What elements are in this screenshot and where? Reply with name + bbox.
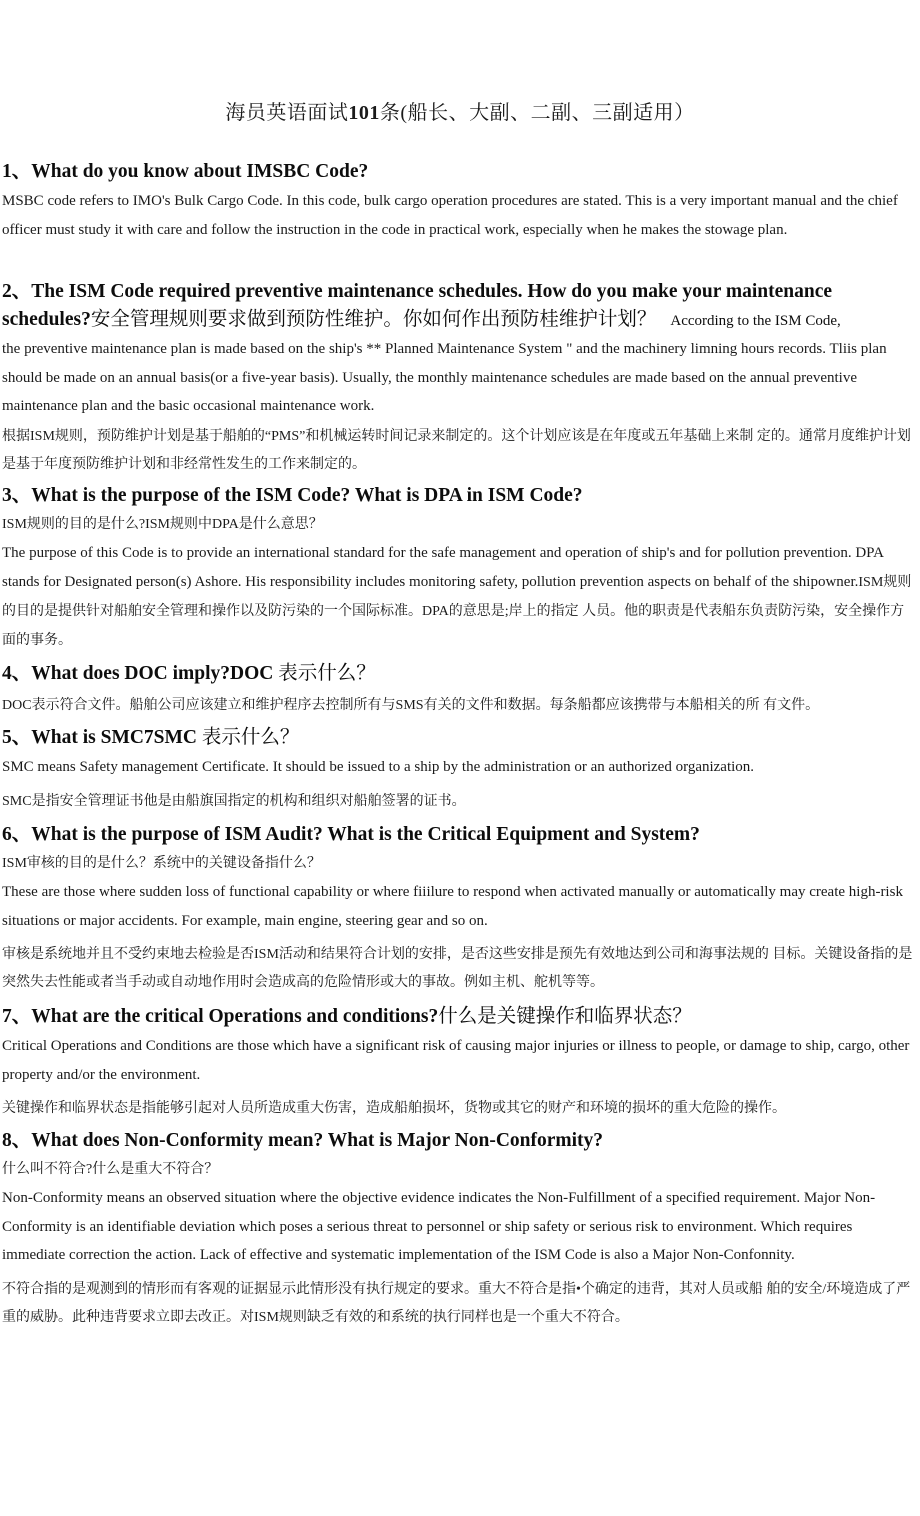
- section-5: [2, 724, 916, 816]
- answer-3-en: The purpose of this Code is to provide an international standard for the safe management and operation of ship's and for pollution prevention. DPA stands for Designated person(s) Ashore. His responsibility includes monitoring safety, pollution prevention aspects on behalf of the shipowner.: [2, 545, 884, 590]
- question-4-en: 4、What does DOC imply?DOC: [2, 663, 274, 684]
- question-2: [2, 278, 916, 335]
- title-number: 101: [348, 102, 380, 124]
- answer-6-en: These are those where sudden loss of functional capability or where fiiilure to respond when activated manually or automatically may create high-risk situations or major accidents. For example, main engine, steering gear and so on.: [2, 884, 903, 929]
- answer-5-zh: SMC是指安全管理证书他是由船旗国指定的机构和组织对船舶签署的证书。: [2, 793, 466, 809]
- answer-7-zh: 关键操作和临界状态是指能够引起对人员所造成重大伤害，造成船舶损坏，货物或其它的财产和环境的损坏的重大危险的操作。: [2, 1101, 786, 1116]
- question-8-zh: 什么叫不符合?什么是重大不符合？: [2, 1162, 219, 1177]
- section-2: [2, 278, 916, 479]
- section-8: [2, 1127, 916, 1332]
- answer-8-zh: 不符合指的是观测到的情形而有客观的证据显示此情形没有执行规定的要求。重大不符合是指•个确定的违背，其对人员或船 舶的安全/环境造成了严重的威胁。此种违背要求立即去改正。对ISM规则缺乏有效的和系统的执行同样也是一个重大不符合。: [2, 1281, 911, 1325]
- section-7: [2, 1003, 916, 1123]
- question-7: [2, 1003, 916, 1031]
- answer-2-zh: 根据ISM规则，预防维护计划是基于船舶的“PMS”和机械运转时间记录来制定的。这个计划应该是在年度或五年基础上来制 定的。通常月度维护计划是基于年度预防维护计划和非经常性发生的工作来制定的。: [2, 428, 911, 472]
- question-4: [2, 660, 916, 688]
- question-3-zh: ISM规则的目的是什么?ISM规则中DPA是什么意思？: [2, 517, 323, 532]
- answer-1-en: MSBC code refers to IMO's Bulk Cargo Code. In this code, bulk cargo operation procedures are stated. This is a very important manual and the chief officer must study it with care and follow the instruction in the code in practical work, especially when he makes the stowage plan.: [2, 193, 898, 238]
- section-3: [2, 482, 916, 655]
- page-title: [0, 96, 920, 125]
- question-6: 6、What is the purpose of ISM Audit? What is the Critical Equipment and System?: [2, 824, 700, 845]
- question-8: 8、What does Non-Conformity mean? What is Major Non-Conformity?: [2, 1130, 604, 1151]
- question-1: 1、What do you know about IMSBC Code?: [2, 161, 369, 182]
- answer-7-en: Critical Operations and Conditions are those which have a significant risk of causing major injuries or illness to people, or damage to ship, cargo, other property and/or the environment.: [2, 1038, 910, 1083]
- question-2-zh: 安全管理规则要求做到预防性维护。你如何作出预防桂维护计划？: [90, 309, 657, 330]
- question-5-en: 5、What is SMC7SMC: [2, 727, 198, 748]
- question-5: [2, 724, 916, 752]
- section-1: [2, 158, 916, 244]
- question-5-zh: 表示什么？: [197, 727, 300, 748]
- question-4-zh: 表示什么？: [273, 663, 376, 684]
- title-prefix: 海员英语面试: [225, 102, 349, 124]
- answer-2-en: the preventive maintenance plan is made based on the ship's ** Planned Maintenance System " and the machinery limning hours records. Tliis plan should be made on an annual basis(or a five-year basis). Usually, the monthly maintenance schedules are made based on the annual preventive maintenance plan and the basic occasional maintenance work.: [2, 341, 887, 414]
- section-4: [2, 660, 916, 720]
- answer-4-zh: DOC表示符合文件。船舶公司应该建立和维护程序去控制所有与SMS有关的文件和数据。每条船都应该携带与本船相关的所 有文件。: [2, 698, 820, 713]
- answer-5-en: SMC means Safety management Certificate. It should be issued to a ship by the administration or an authorized organization.: [2, 759, 755, 775]
- question-6-zh: ISM审核的目的是什么？系统中的关键设备指什么？: [2, 856, 321, 871]
- answer-6-zh: 审核是系统地并且不受约束地去检验是否ISM活动和结果符合计划的安排，是否这些安排是预先有效地达到公司和海事法规的 目标。关键设备指的是突然失去性能或者当手动或自动地作用时会造成高的危险情形或大的事故。例如主机、舵机等等。: [2, 947, 913, 990]
- section-6: [2, 821, 916, 997]
- question-3: 3、What is the purpose of the ISM Code? What is DPA in ISM Code?: [2, 485, 583, 506]
- answer-8-en: Non-Conformity means an observed situation where the objective evidence indicates the Non-Fulfillment of a specified requirement. Major Non-Conformity is an identifiable deviation which poses a serious threat to personnel or ship safety or serious risk to environment. Which requires immediate correction the action. Lack of effective and systematic implementation of the ISM Code is also a Major Non-Confonnity.: [2, 1190, 876, 1263]
- title-suffix: 条(船长、大副、二副、三副适用）: [379, 102, 695, 124]
- answer-3-zh: ISM规则的目的是提供针对船舶安全管理和操作以及防污染的一个国际标准。DPA的意思是;岸上的指定 人员。他的职责是代表船东负责防污染，安全操作方面的事务。: [2, 574, 912, 648]
- question-7-en: 7、What are the critical Operations and conditions?: [2, 1006, 439, 1027]
- question-2-en: 2、The ISM Code required preventive maintenance schedules. How do you make your maintenance schedules?: [2, 281, 833, 330]
- answer-3: [2, 539, 916, 655]
- question-7-zh: 什么是关键操作和临界状态？: [438, 1006, 692, 1027]
- answer-2-inline: According to the ISM Code,: [670, 313, 841, 329]
